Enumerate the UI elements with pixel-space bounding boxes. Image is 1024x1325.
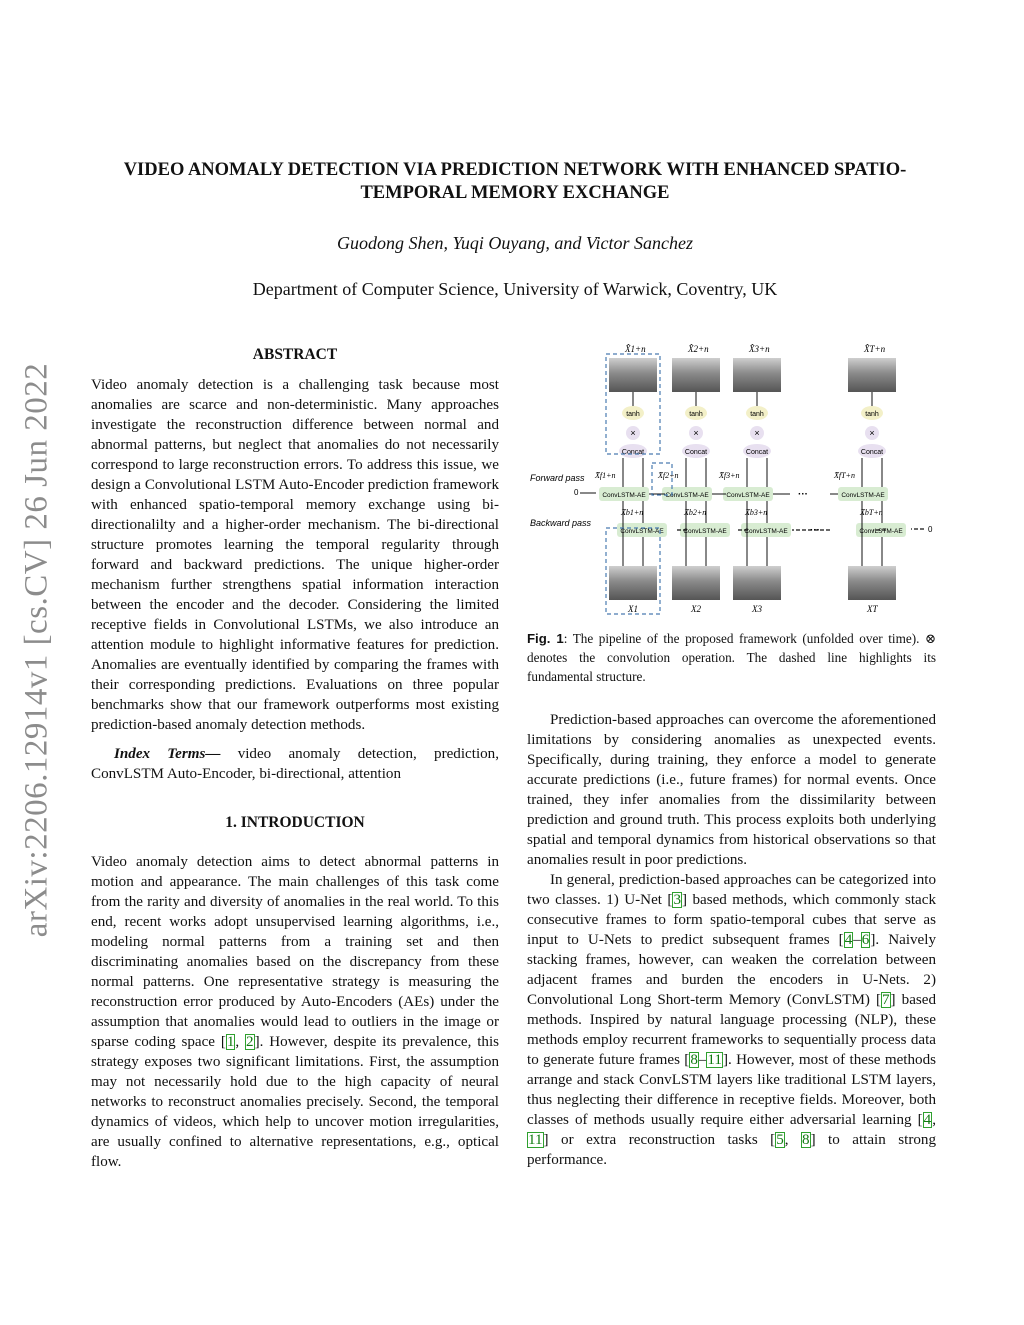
- citation-link[interactable]: 11: [707, 1052, 722, 1068]
- forward-block-label-2: ConvLSTM-AE: [665, 492, 709, 499]
- tanh-label-1: tanh: [626, 411, 640, 418]
- abstract-text: Video anomaly detection is a challenging task because most anomalies are scarce and non-deterministic. Many approaches investigate the reconstruction difference between normal and abnormal patterns, but neglect that anomalies do not necessarily correspond to large reconstruction errors. To address this issue, we design a Convolutional LSTM Auto-Encoder prediction framework with enhanced spatio-temporal memory exchange using bi-directionalilty and a higher-order mechanism. The bi-directional structure promotes learning the temporal regularity through forward and backward predictions. The unique higher-order mechanism further strengthens spatial information interaction between the encoder and the decoder. Considering the limited receptive fields in Convolutional LSTMs, we also introduce an attention module to highlight informative features for prediction. Anomalies are eventually identified by comparing the frames with their corresponding predictions. Evaluations on three popular benchmarks show that our framework outperforms most existing prediction-based anomaly detection methods.: [91, 377, 499, 733]
- citation-link[interactable]: 1: [226, 1034, 235, 1050]
- arxiv-watermark: [12, 350, 62, 950]
- intro-p3-text-a: In general, prediction-based approaches can be categorized into two classes. 1) U-Net [: [527, 872, 936, 908]
- input-label-4: XT: [867, 604, 878, 614]
- predicted-frame-2: [672, 358, 720, 392]
- concat-label-4: Concat: [860, 449, 884, 456]
- index-terms: [91, 744, 499, 784]
- conv-operator-symbol-3: ×: [754, 428, 760, 438]
- predicted-frame-3: [733, 358, 781, 392]
- index-terms-text: video anomaly detection, prediction, ConvLSTM Auto-Encoder, bi-directional, attention: [91, 746, 499, 782]
- intro-paragraph-2: Prediction-based approaches can overcome the aforementioned limitations by considering anomalies as unexpected events. Specifically, during training, they enforce a model to generate accurate predictions (i.e., future frames) for normal events. Once trained, they infer anomalies from the dissimilarity between prediction and ground truth. This process exploits both underlying spatial and temporal dynamics from historical observations so that anomalies result in poor predictions.: [527, 712, 936, 868]
- tanh-label-2: tanh: [689, 411, 703, 418]
- forward-pass-label: Forward pass: [530, 473, 585, 483]
- abstract-heading: ABSTRACT: [252, 346, 338, 363]
- prediction-label-4: X̂T+n: [864, 344, 886, 354]
- intro-p3-text-c: ]. Naively stacking frames, however, can weaken the correlation between adjacent frames and burden the encoders in U-Nets. 2) Convolutional Long Short-term Memory (ConvLSTM) [: [527, 932, 936, 1008]
- backward-pass-label: Backward pass: [530, 518, 592, 528]
- prediction-label-2: X̂2+n: [688, 344, 709, 354]
- intro-p3-text-g: ] to attain strong performance.: [527, 1132, 936, 1168]
- conv-operator-symbol-1: ×: [630, 428, 636, 438]
- backward-output-label-1: X̄b1+n: [621, 508, 644, 517]
- citation-link[interactable]: 5: [776, 1132, 784, 1148]
- input-frame-2: [672, 566, 720, 600]
- figure-1-caption: [527, 629, 936, 686]
- backward-output-label-4: X̄bT+n: [860, 508, 883, 517]
- forward-output-label-2: X̄f2+n: [658, 471, 679, 480]
- citation-link[interactable]: 4: [844, 932, 853, 948]
- citation-link[interactable]: 6: [861, 932, 870, 948]
- intro-heading: 1. INTRODUCTION: [225, 814, 365, 831]
- caption-text: : The pipeline of the proposed framework (unfolded over time). ⊗ denotes the convolution operation. The dashed line highlights its fundamental structure.: [527, 631, 937, 684]
- forward-output-label-4: X̄fT+n: [834, 471, 855, 480]
- citation-link[interactable]: 3: [673, 892, 681, 908]
- pipeline-diagram: [530, 338, 935, 616]
- intro-p3-text-d: ] based methods. Inspired by natural language processing (NLP), these methods employ recurrent frameworks to sequentially process data to generate future frames [: [527, 992, 937, 1068]
- paper-title: VIDEO ANOMALY DETECTION VIA PREDICTION NETWORK WITH ENHANCED SPATIO-TEMPORAL MEMORY EXCHANGE: [123, 160, 907, 203]
- predicted-frame-4: [848, 358, 896, 392]
- backward-zero: 0: [928, 525, 933, 534]
- backward-output-label-3: X̄b3+n: [745, 508, 768, 517]
- tanh-label-4: tanh: [865, 411, 879, 418]
- input-label-2: X2: [691, 604, 701, 614]
- input-label-3: X3: [752, 604, 762, 614]
- intro-p1-text-a: Video anomaly detection aims to detect abnormal patterns in motion and appearance. The main challenges of this task come from the rarity and diversity of anomalies in the real world. To this end, recent works adopt unsupervised learning algorithms, i.e., modeling normal patterns from a training set and then discriminating anomalies based on the discrepancy from these normal patterns. One representative strategy is measuring the reconstruction error produced by Auto-Encoders (AEs) under the assumption that anomalies would lead to outliers in the image or sparse coding space [: [91, 854, 499, 1050]
- input-frame-3: [733, 566, 781, 600]
- arxiv-id: arXiv:2206.12914v1 [cs.CV] 26 Jun 2022: [18, 362, 55, 938]
- forward-zero: 0: [574, 488, 579, 497]
- ellipsis-backward: ···: [810, 525, 820, 536]
- citation-link[interactable]: 2: [246, 1034, 254, 1050]
- backward-block-label-4: ConvLSTM-AE: [859, 528, 903, 535]
- conv-operator-symbol-2: ×: [693, 428, 699, 438]
- citation-link[interactable]: 8: [802, 1132, 810, 1148]
- intro-paragraph-1: Video anomaly detection aims to detect abnormal patterns in motion and appearance. The main challenges of this task come from the rarity and diversity of anomalies in the real world. To this end, recent works adopt unsupervised learning algorithms, i.e., modeling normal patterns from a training set and then discriminating anomalies based on the discrepancy from these normal patterns. One representative strategy is measuring the reconstruction error produced by Auto-Encoders (AEs) under the assumption that anomalies would lead to outliers in the image or sparse coding space [1, 2]. However, despite its prevalence, this strategy exposes two significant limitations. First, the assumption may not necessarily hold due to the high capacity of neural networks to reconstruct anomalies precisely. Second, the temporal dynamics of videos, which help to uncover motion irregularities, are usually confined to alternative representations, e.g., optical flow.: [91, 854, 500, 1170]
- caption-label: Fig. 1: [527, 631, 564, 646]
- tanh-label-3: tanh: [750, 411, 764, 418]
- input-frame-4: [848, 566, 896, 600]
- intro-p3-text-e: ]. However, most of these methods arrange and stack ConvLSTM layers like traditional LSTM layers, thus neglecting their difference in receptive fields. Moreover, both classes of methods usually require either adversarial learning [: [527, 1052, 936, 1128]
- index-terms-label: Index Terms—: [114, 746, 221, 762]
- left-column: [91, 345, 499, 1172]
- right-column: [527, 710, 936, 1170]
- citation-link[interactable]: 8: [690, 1052, 698, 1068]
- paper-affiliation: Department of Computer Science, University of Warwick, Coventry, UK: [252, 279, 778, 299]
- figure-1-pipeline: [530, 338, 935, 616]
- backward-block-label-3: ConvLSTM-AE: [744, 528, 788, 535]
- forward-block-label-4: ConvLSTM-AE: [841, 492, 885, 499]
- citation-link[interactable]: 4: [923, 1112, 932, 1128]
- concat-label-3: Concat: [745, 449, 769, 456]
- concat-label-2: Concat: [684, 449, 708, 456]
- backward-block-label-2: ConvLSTM-AE: [683, 528, 727, 535]
- citation-link[interactable]: 11: [528, 1132, 543, 1148]
- conv-operator-symbol-4: ×: [869, 428, 875, 438]
- input-frame-1: [609, 566, 657, 600]
- intro-p3-text-f: ] or extra reconstruction tasks [: [543, 1132, 776, 1148]
- forward-output-label-1: X̄f1+n: [595, 471, 616, 480]
- paper-authors: Guodong Shen, Yuqi Ouyang, and Victor Sanchez: [337, 233, 693, 253]
- intro-paragraph-3: In general, prediction-based approaches can be categorized into two classes. 1) U-Net [3] based methods, which commonly stack consecutive frames to form spatio-temporal cubes that serve as input to U-Nets to predict subsequent frames [4–6]. Naively stacking frames, however, can weaken the correlation between adjacent frames and burden the encoders in U-Nets. 2) Convolutional Long Short-term Memory (ConvLSTM) [7] based methods. Inspired by natural language processing (NLP), these methods employ recurrent frameworks to sequentially process data to generate future frames [8–11]. However, most of these methods arrange and stack ConvLSTM layers like traditional LSTM layers, thus neglecting their difference in receptive fields. Moreover, both classes of methods usually require either adversarial learning [4, 11] or extra reconstruction tasks [5, 8] to attain strong performance.: [527, 872, 937, 1168]
- prediction-label-3: X̂3+n: [749, 344, 770, 354]
- intro-p3-text-b: ] based methods, which commonly stack consecutive frames to form spatio-temporal cubes that serve as input to U-Nets to predict subsequent frames [: [527, 892, 936, 948]
- input-label-1: X1: [628, 604, 638, 614]
- forward-block-label-1: ConvLSTM-AE: [602, 492, 646, 499]
- intro-p1-text-b: ]. However, despite its prevalence, this strategy exposes two significant limitations. First, the assumption may not necessarily hold due to the high capacity of neural networks to reconstruct anomalies precisely. Second, the temporal dynamics of videos, which help to uncover motion irregularities, are usually confined to alternative representations, e.g., optical flow.: [91, 1034, 500, 1170]
- backward-block-label-1: ConvLSTM-AE: [620, 528, 664, 535]
- backward-output-label-2: X̄b2+n: [684, 508, 707, 517]
- forward-output-label-3: X̄f3+n: [719, 471, 740, 480]
- predicted-frame-1: [609, 358, 657, 392]
- ellipsis-forward: ···: [798, 489, 808, 500]
- forward-block-label-3: ConvLSTM-AE: [726, 492, 770, 499]
- prediction-label-1: X̂1+n: [625, 344, 646, 354]
- citation-link[interactable]: 7: [882, 992, 890, 1008]
- concat-label-1: Concat: [621, 449, 645, 456]
